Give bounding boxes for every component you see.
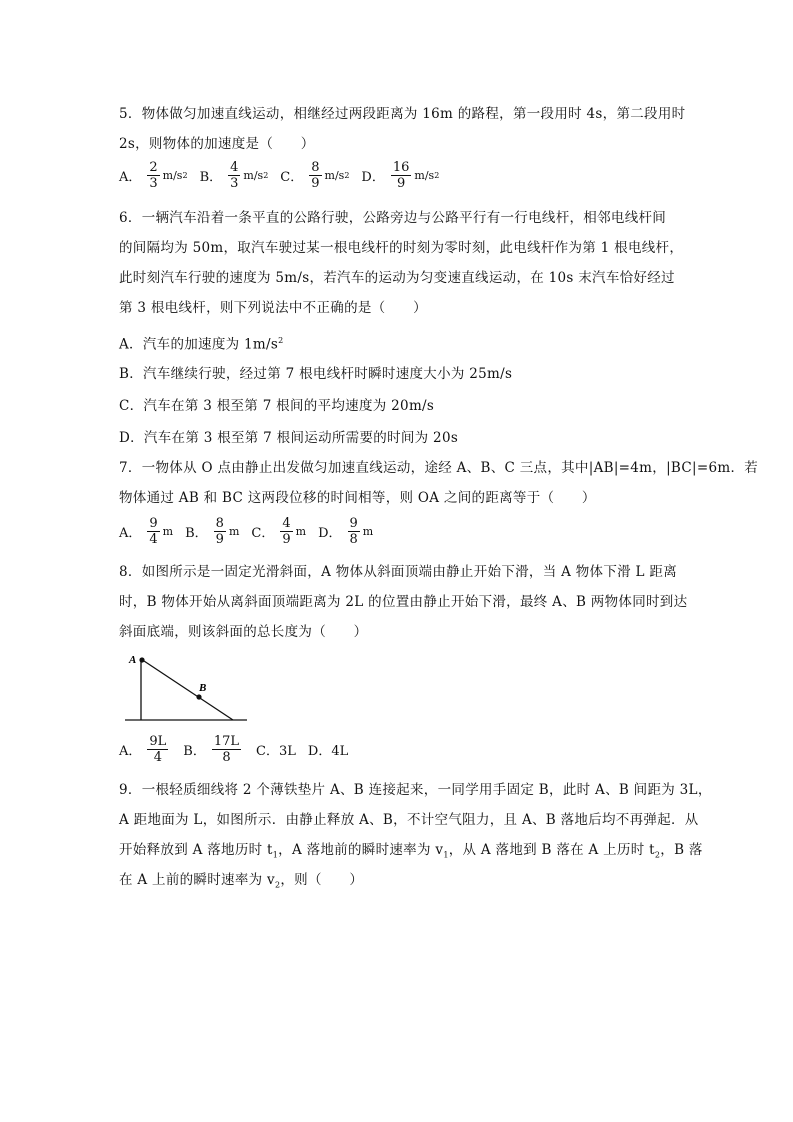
q6-line-2: 的间隔均为 50m，取汽车驶过某一根电线杆的时刻为零时刻，此电线杆作为第 1 根电线杆， [119, 240, 684, 256]
incline-figure [119, 652, 249, 724]
q8-options [119, 734, 360, 765]
q6-option-c: C．汽车在第 3 根至第 7 根间的平均速度为 20m/s [119, 398, 435, 414]
q8-option-a: A． $\frac{9L}{4}$ [119, 734, 167, 765]
q7-option-c: C． $\frac{4}{9}$ m [251, 516, 307, 547]
q7-option-d: D． $\frac{9}{8}$ m [318, 516, 374, 547]
q9-line-4: 在 A 上前的瞬时速率为 $v_2$，则（ ） [119, 872, 364, 890]
q6-option-d: D．汽车在第 3 根至第 7 根间运动所需要的时间为 20s [119, 430, 459, 446]
q7-option-b: B． $\frac{8}{9}$ m [185, 516, 240, 547]
q5-option-c: C． $\frac{8}{9}$ m/s 2 [280, 160, 350, 191]
q6-option-b: B．汽车继续行驶，经过第 7 根电线杆时瞬时速度大小为 25m/s [119, 366, 513, 382]
q5-line-2: 2s，则物体的加速度是（ ） [119, 136, 315, 152]
q7-line-2: 物体通过 AB 和 BC 这两段位移的时间相等，则 OA 之间的距离等于（ ） [119, 490, 596, 506]
q8-line-2: 时，B 物体开始从离斜面顶端距离为 2L 的位置由静止开始下滑，最终 A、B 两物体同时到达 [119, 594, 688, 610]
q9-line-2: A 距地面为 L，如图所示．由静止释放 A、B，不计空气阻力，且 A、B 落地后均不再弹起．从 [119, 812, 699, 828]
q8-option-d: D．4L [307, 744, 349, 759]
object-b-dot [196, 694, 201, 699]
q5-option-b: B． $\frac{4}{3}$ m/s 2 [199, 160, 269, 191]
object-a-dot [139, 657, 144, 662]
q6-line-1: 6．一辆汽车沿着一条平直的公路行驶，公路旁边与公路平行有一行电线杆，相邻电线杆间 [119, 210, 667, 226]
q8-line-3: 斜面底端，则该斜面的总长度为（ ） [119, 624, 368, 640]
q9-line-1: 9．一根轻质细线将 2 个薄铁垫片 A、B 连接起来，一同学用手固定 B，此时 A、B 间距为 3L， [119, 782, 712, 798]
label-a: A [129, 654, 137, 666]
q5-option-a: A． $\frac{2}{3}$ m/s 2 [119, 160, 188, 191]
q6-line-3: 此时刻汽车行驶的速度为 5m/s，若汽车的运动为匀变速直线运动，在 10s 末汽车恰好经过 [119, 270, 675, 286]
q5-options [119, 160, 451, 191]
incline-slope [141, 659, 233, 720]
q8-line-1: 8．如图所示是一固定光滑斜面，A 物体从斜面顶端由静止开始下滑，当 A 物体下滑 L 距离 [119, 564, 678, 580]
q6-line-4: 第 3 根电线杆，则下列说法中不正确的是（ ） [119, 300, 427, 316]
q8-option-c: C．3L [256, 744, 296, 759]
label-b: B [199, 682, 207, 694]
q8-option-b: B． $\frac{17L}{8}$ [183, 734, 240, 765]
q5-option-d: D． $\frac{16}{9}$ m/s 2 [361, 160, 440, 191]
q9-line-3: 开始释放到 A 落地历时 $t_1$，A 落地前的瞬时速率为 $v_1$，从 A 落地到 B 落在 A 上历时 $t_2$，B 落 [119, 842, 703, 860]
q7-option-a: A． $\frac{9}{4}$ m [119, 516, 174, 547]
q5-line-1: 5．物体做匀加速直线运动，相继经过两段距离为 16m 的路程，第一段用时 4s，第二段用时 [119, 106, 686, 122]
q7-options [119, 516, 385, 547]
q6-option-a: A．汽车的加速度为 $1m/s^2$ [119, 336, 284, 353]
q7-line-1: 7．一物体从 O 点由静止出发做匀加速直线运动，途经 A、B、C 三点，其中|AB|=4m，|BC|=6m．若 [119, 460, 759, 476]
